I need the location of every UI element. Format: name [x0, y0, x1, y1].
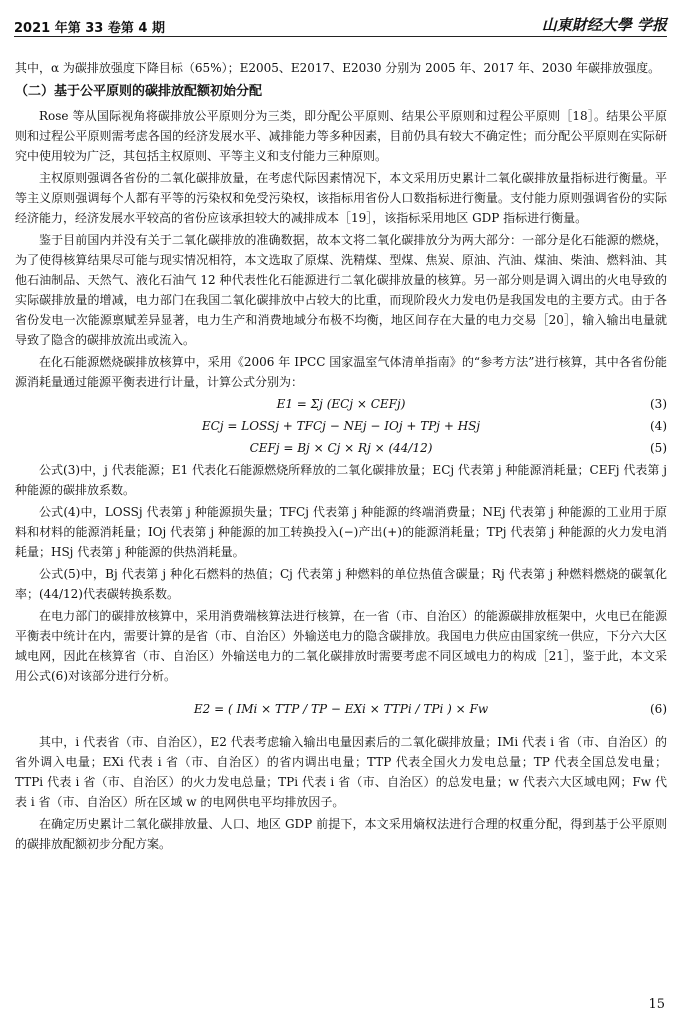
paragraph: 在电力部门的碳排放核算中，采用消费端核算法进行核算，在一省（市、自治区）的能源碳排放框架中，火电已在能源平衡表中统计在内，需要计算的是省（市、自治区）外输送电力的隐含碳排放。我国电力供应由国家统一供应，下分六大区域电网，因此在核算省（市、自治区）外输送电力的二氧化碳排放时需要考虑不同区域电力的构成［21］，鉴于此，本文采用公式(6)对该部分进行分析。: [15, 609, 667, 683]
paragraph: 其中，i 代表省（市、自治区），E2 代表考虑输入输出电量因素后的二氧化碳排放量；IMi 代表 i 省（市、自治区）的省外调入电量；EXi 代表 i 省（市、自治区）的省内调出电量；TTP 代表全国火力发电总量；TP 代表全国总发电量；TTPi 代表 i 省（市、自治区）的火力发电总量；TPi 代表 i 省（市、自治区）的总发电量；w 代表六大区域电网；Fw 代表 i 省（市、自治区）所在区域 w 的电网供电平均排放因子。: [15, 735, 667, 809]
equation-body: CEFj = Bj × Cj × Rj × (44/12): [249, 441, 433, 455]
section-heading: （二）基于公平原则的碳排放配额初始分配: [15, 84, 263, 99]
page-header: [14, 14, 667, 42]
equation-number: (3): [650, 397, 667, 411]
header-rule: [14, 36, 667, 37]
paragraph: 在确定历史累计二氧化碳排放量、人口、地区 GDP 前提下，本文采用熵权法进行合理的权重分配，得到基于公平原则的碳排放配额初步分配方案。: [15, 817, 667, 851]
equation-3: [15, 394, 667, 416]
paragraph: 其中，α 为碳排放强度下降目标（65%）；E2005、E2017、E2030 分别为 2005 年、2017 年、2030 年碳排放强度。: [15, 61, 661, 75]
journal-logo: 山東財经大學 学报: [541, 16, 667, 34]
paragraph: 在化石能源燃烧碳排放核算中，采用《2006 年 IPCC 国家温室气体清单指南》的“参考方法”进行核算，其中各省份能源消耗量通过能源平衡表进行计量，计算公式分别为：: [15, 355, 667, 389]
paragraph: 主权原则强调各省份的二氧化碳排放量，在考虑代际因素情况下，本文采用历史累计二氧化碳排放量指标进行衡量。平等主义原则强调每个人都有平等的污染权和免受污染权，该指标用省份人口数指标进行衡量。支付能力原则强调省份的实际经济能力，经济发展水平较高的省份应该承担较大的减排成本［19］，该指标采用地区 GDP 指标进行衡量。: [15, 171, 667, 225]
paragraph: Rose 等从国际视角将碳排放公平原则分为三类，即分配公平原则、结果公平原则和过程公平原则［18］。结果公平原则和过程公平原则需考虑各国的经济发展水平、减排能力等多种因素，目前仍具有较大不确定性；而分配公平原则在实际研究中使用较为广泛，其包括主权原则、平等主义和支付能力三种原则。: [15, 109, 667, 163]
equation-body: ECj = LOSSj + TFCj − NEj − IOj + TPj + HSj: [201, 419, 481, 433]
article-body: [15, 58, 667, 856]
equation-body: E2 = ( IMi × TTP / TP − EXi × TTPi / TPi ) × Fw: [193, 702, 489, 716]
equation-5: [15, 438, 667, 460]
paragraph: 公式(4)中，LOSSj 代表第 j 种能源损失量；TFCj 代表第 j 种能源的终端消费量；NEj 代表第 j 种能源的工业用于原料和材料的能源消耗量；IOj 代表第 j 种能源的加工转换投入(−)产出(+)的能源消耗量；TPj 代表第 j 种能源的火力发电消耗量；HSj 代表第 j 种能源的供热消耗量。: [15, 505, 667, 559]
equation-number: (5): [650, 441, 667, 455]
equation-4: [15, 416, 667, 438]
paragraph: 鉴于目前国内并没有关于二氧化碳排放的准确数据，故本文将二氧化碳排放分为两大部分：一部分是化石能源的燃烧，为了使得核算结果尽可能与现实情况相符，本文选取了原煤、洗精煤、型煤、焦炭、原油、汽油、煤油、柴油、燃料油、其他石油制品、天然气、液化石油气 12 种代表性化石能源进行二氧化碳排放量的核算。另一部分则是调入调出的火电导致的实际碳排放量的增减，电力部门在我国二氧化碳排放中占较大的比重，而现阶段火力发电仍是我国发电的主要方式。由于各省份发电一次能源禀赋差异显著，电力生产和消费地域分布极不均衡，地区间存在大量的电力交易［20］，输入输出电量就导致了隐含的碳排放流出或流入。: [15, 233, 667, 347]
page-number: 15: [648, 997, 665, 1012]
paragraph: 公式(5)中，Bj 代表第 j 种化石燃料的热值；Cj 代表第 j 种燃料的单位热值含碳量；Rj 代表第 j 种燃料燃烧的碳氧化率；(44/12)代表碳转换系数。: [15, 567, 667, 601]
paragraph: 公式(3)中，j 代表能源；E1 代表化石能源燃烧所释放的二氧化碳排放量；ECj 代表第 j 种能源消耗量；CEFj 代表第 j 种能源的碳排放系数。: [15, 463, 667, 497]
equation-number: (6): [650, 702, 667, 716]
equation-number: (4): [650, 419, 667, 433]
equation-6: [15, 688, 667, 732]
equation-body: E1 = Σj (ECj × CEFj): [276, 397, 406, 411]
issue-label: 2021 年第 33 卷第 4 期: [14, 21, 165, 36]
